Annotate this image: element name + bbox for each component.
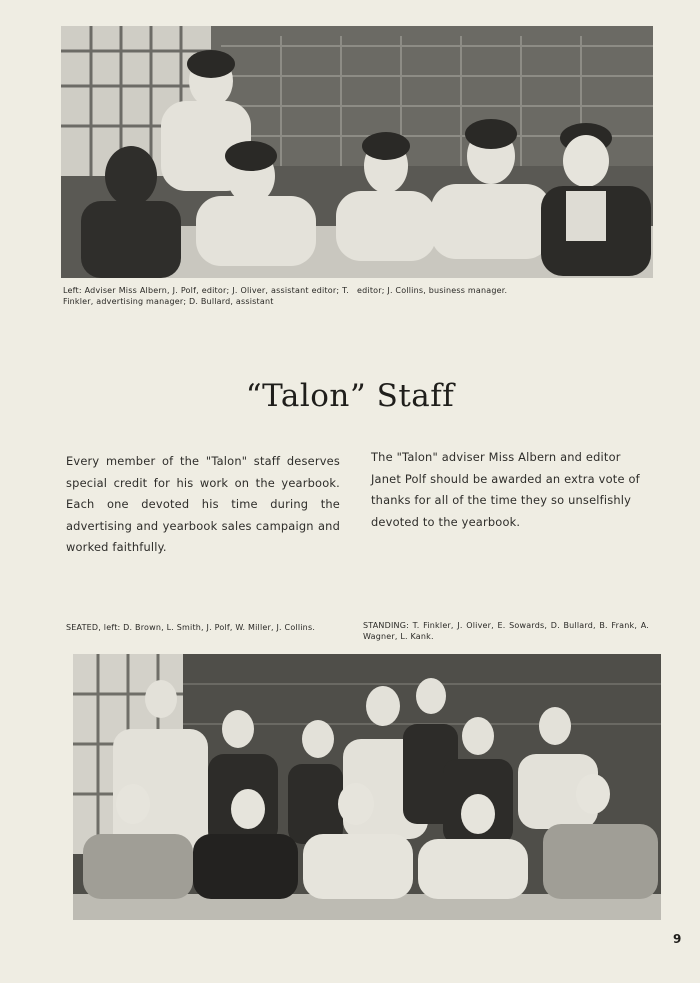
bottom-photo-caption-right: STANDING: T. Finkler, J. Oliver, E. Sowards, D. Bullard, B. Frank, A. Wagner, L. Kank. <box>363 621 649 641</box>
staff-photo-top <box>61 26 653 278</box>
body-paragraph-right: The "Talon" adviser Miss Albern and editor Janet Polf should be awarded an extra vote of thanks for all of the time they so unselfishly devoted to the yearbook. <box>371 450 640 529</box>
page-number: 9 <box>673 932 682 946</box>
staff-photo-top-image <box>61 26 653 278</box>
staff-photo-bottom-image <box>73 654 661 920</box>
top-photo-caption-right: editor; J. Collins, business manager. <box>357 286 508 295</box>
bottom-photo-caption-left: SEATED, left: D. Brown, L. Smith, J. Polf, W. Miller, J. Collins. <box>66 623 316 632</box>
top-photo-caption-left: Left: Adviser Miss Albern, J. Polf, editor; J. Oliver, assistant editor; T. Finkler, advertising manager; D. Bullard, assistant <box>63 286 349 306</box>
page-title: “Talon” Staff <box>245 378 455 414</box>
staff-photo-bottom <box>73 654 661 920</box>
body-paragraph-left: Every member of the "Talon" staff deserves special credit for his work on the yearbook. Each one devoted his time during the advertising and yearbook sales campaign and worked faithfully. <box>66 454 340 554</box>
